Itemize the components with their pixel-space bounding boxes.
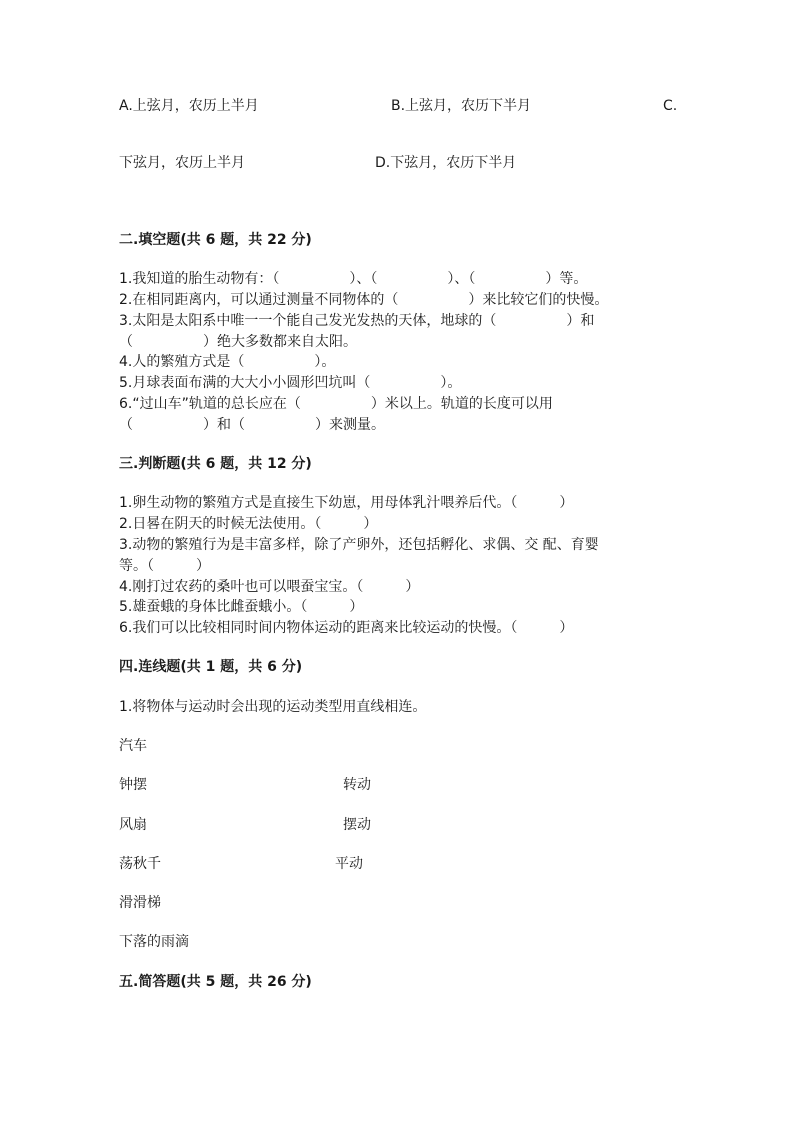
fill-blank-item: 1.我知道的胎生动物有：（ ）、（ ）、（ ）等。 — [119, 271, 588, 287]
matching-motion: 转动 — [343, 777, 371, 793]
option-a: A.上弦月，农历上半月 — [119, 98, 259, 114]
true-false-item: 5.雄蚕蛾的身体比雌蚕蛾小。（ ） — [119, 599, 364, 615]
true-false-item: 3.动物的繁殖行为是丰富多样，除了产卵外，还包括孵化、求偶、交 配、育婴 — [119, 537, 599, 553]
true-false-item: 2.日晷在阴天的时候无法使用。（ ） — [119, 516, 378, 532]
matching-motion: 摆动 — [343, 817, 371, 833]
fill-blank-item: 6.“过山车”轨道的总长应在（ ）米以上。轨道的长度可以用 — [119, 396, 553, 412]
fill-blank-item: 4.人的繁殖方式是（ ）。 — [119, 354, 336, 370]
fill-blank-item: 3.太阳是太阳系中唯一一个能自己发光发热的天体，地球的（ ）和 — [119, 313, 595, 329]
true-false-item: 等。（ ） — [119, 558, 210, 574]
true-false-item: 4.刚打过农药的桑叶也可以喂蚕宝宝。（ ） — [119, 579, 420, 595]
fill-blank-item: 2.在相同距离内，可以通过测量不同物体的（ ）来比较它们的快慢。 — [119, 292, 609, 308]
true-false-item: 6.我们可以比较相同时间内物体运动的距离来比较运动的快慢。（ ） — [119, 620, 574, 636]
option-c-text: 下弦月，农历上半月 — [119, 155, 245, 171]
section-title-fill-blank: 二.填空题(共 6 题，共 22 分) — [119, 232, 312, 248]
matching-object: 汽车 — [119, 738, 147, 754]
section-title-matching: 四.连线题(共 1 题，共 6 分) — [119, 659, 303, 675]
section-title-short-answer: 五.简答题(共 5 题，共 26 分) — [119, 974, 312, 990]
matching-object: 下落的雨滴 — [119, 934, 189, 950]
fill-blank-item: （ ）绝大多数都来自太阳。 — [119, 334, 357, 350]
section-title-true-false: 三.判断题(共 6 题，共 12 分) — [119, 456, 312, 472]
true-false-item: 1.卵生动物的繁殖方式是直接生下幼崽，用母体乳汁喂养后代。（ ） — [119, 495, 574, 511]
matching-instruction: 1.将物体与运动时会出现的运动类型用直线相连。 — [119, 699, 427, 715]
fill-blank-item: （ ）和（ ）来测量。 — [119, 417, 385, 433]
matching-object: 荡秋千 — [119, 856, 161, 872]
matching-motion: 平动 — [335, 856, 363, 872]
matching-object: 风扇 — [119, 817, 147, 833]
option-b: B.上弦月，农历下半月 — [391, 98, 532, 114]
option-d: D.下弦月，农历下半月 — [375, 155, 517, 171]
matching-object: 滑滑梯 — [119, 895, 161, 911]
option-c-prefix: C. — [663, 98, 678, 114]
matching-object: 钟摆 — [119, 777, 147, 793]
fill-blank-item: 5.月球表面布满的大大小小圆形凹坑叫（ ）。 — [119, 375, 462, 391]
